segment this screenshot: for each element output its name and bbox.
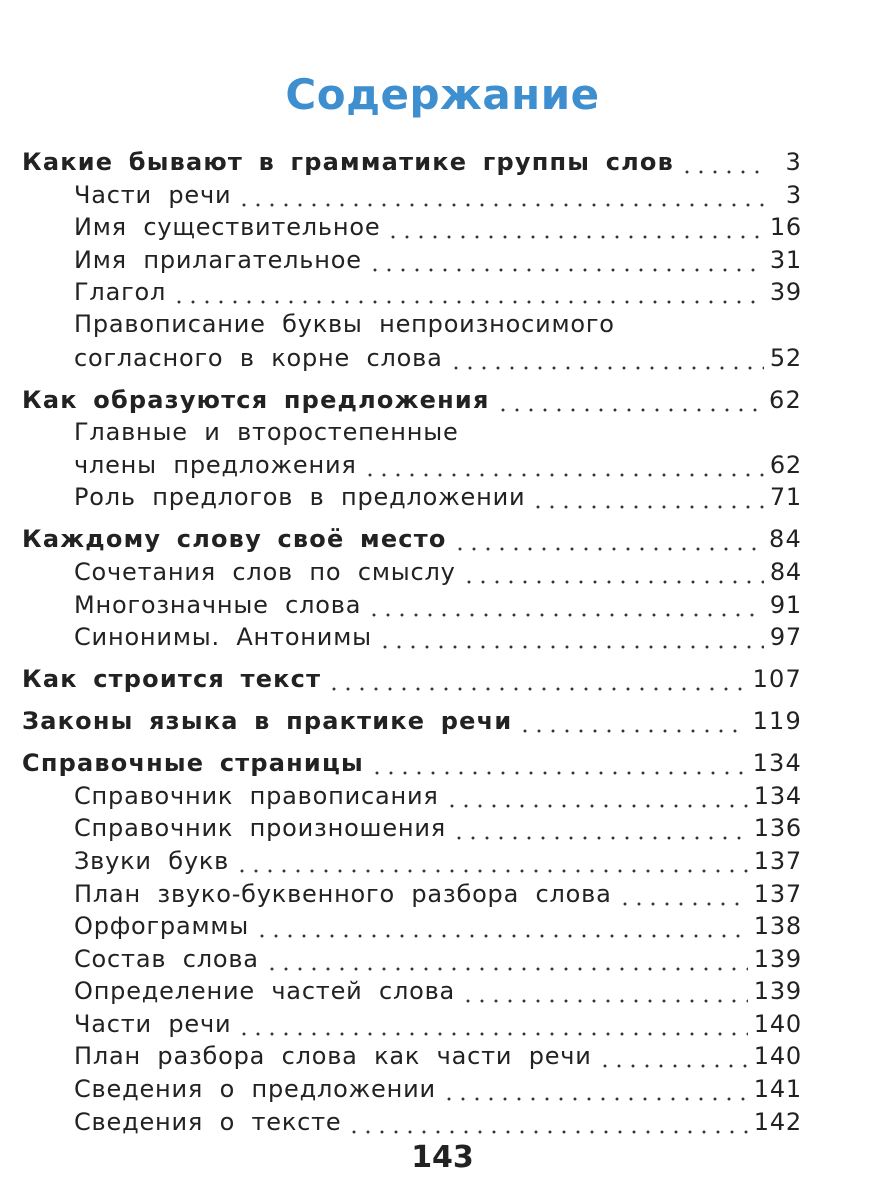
item-label: Звуки букв xyxy=(74,846,230,875)
toc-item[interactable] xyxy=(22,243,802,276)
dot-leader xyxy=(449,342,764,374)
item-label-line1: Главные и второстепенные xyxy=(74,417,459,446)
item-page: 139 xyxy=(753,977,802,1006)
dot-leader xyxy=(386,211,763,243)
item-page: 84 xyxy=(769,557,802,586)
dot-leader xyxy=(598,1040,748,1072)
toc-section-5 xyxy=(22,701,802,737)
chapter-title: Справочные страницы xyxy=(22,749,364,778)
item-page: 39 xyxy=(769,278,802,307)
item-label: Сочетания слов по смыслу xyxy=(74,557,456,586)
toc-chapter-1[interactable] xyxy=(22,142,802,178)
dot-leader xyxy=(363,449,764,481)
item-label: План разбора слова как части речи xyxy=(74,1042,592,1071)
dot-leader xyxy=(442,1073,748,1105)
toc-section-1 xyxy=(22,142,802,374)
toc-item[interactable] xyxy=(22,448,802,481)
toc-item[interactable] xyxy=(22,1105,802,1138)
item-page: 91 xyxy=(769,590,802,619)
chapter-page: 84 xyxy=(769,525,802,554)
item-page: 3 xyxy=(785,180,802,209)
toc-section-2 xyxy=(22,380,802,514)
dot-leader xyxy=(461,975,748,1007)
dot-leader xyxy=(347,1106,747,1138)
chapter-title: Как строится текст xyxy=(22,665,322,694)
dot-leader xyxy=(452,812,748,844)
toc-item[interactable] xyxy=(22,621,802,654)
item-label-line1: Правописание буквы непроизносимого xyxy=(74,310,615,339)
dot-leader xyxy=(518,705,746,737)
item-page: 140 xyxy=(753,1009,802,1038)
chapter-title: Законы языка в практике речи xyxy=(22,707,513,736)
item-page: 52 xyxy=(769,343,802,372)
chapter-title: Какие бывают в грамматике группы слов xyxy=(22,148,674,176)
chapter-page: 107 xyxy=(752,665,802,694)
item-page: 138 xyxy=(753,912,802,941)
toc-item[interactable] xyxy=(22,812,802,845)
toc-item[interactable] xyxy=(22,341,802,374)
dot-leader xyxy=(265,943,748,975)
item-label: Части речи xyxy=(74,1009,232,1038)
chapter-page: 119 xyxy=(752,707,802,736)
page-title: Содержание xyxy=(285,70,600,119)
chapter-page: 62 xyxy=(769,385,802,414)
dot-leader xyxy=(172,276,764,308)
dot-leader xyxy=(496,384,763,416)
dot-leader xyxy=(367,589,764,621)
item-page: 140 xyxy=(753,1042,802,1071)
toc-item[interactable] xyxy=(22,1072,802,1105)
item-label: Справочник правописания xyxy=(74,781,439,810)
toc-item[interactable] xyxy=(22,276,802,309)
dot-leader xyxy=(237,179,766,211)
toc-item[interactable] xyxy=(22,555,802,588)
chapter-title: Каждому слову своё место xyxy=(22,525,447,554)
item-label: Глагол xyxy=(74,278,167,307)
dot-leader xyxy=(368,244,764,276)
toc-item[interactable] xyxy=(22,844,802,877)
dot-leader xyxy=(531,481,763,513)
item-page: 16 xyxy=(769,213,802,242)
toc-item[interactable] xyxy=(22,1040,802,1073)
toc-item[interactable] xyxy=(22,481,802,514)
toc-item[interactable] xyxy=(22,942,802,975)
item-page: 142 xyxy=(753,1107,802,1136)
toc-item[interactable] xyxy=(22,910,802,943)
toc-item[interactable] xyxy=(22,211,802,244)
toc-section-3 xyxy=(22,519,802,653)
item-label: Справочник произношения xyxy=(74,814,447,843)
dot-leader xyxy=(235,845,748,877)
toc-chapter-5[interactable] xyxy=(22,701,802,737)
dot-leader xyxy=(327,663,746,695)
item-label: План звуко-буквенного разбора слова xyxy=(74,879,612,908)
item-page: 97 xyxy=(769,623,802,652)
table-of-contents xyxy=(22,142,802,1138)
item-label: Сведения о тексте xyxy=(74,1107,342,1136)
toc-item[interactable] xyxy=(22,178,802,211)
dot-leader xyxy=(445,780,748,812)
dot-leader xyxy=(378,621,764,653)
item-label: Синонимы. Антонимы xyxy=(74,623,372,652)
toc-item[interactable] xyxy=(22,588,802,621)
item-label: Роль предлогов в предложении xyxy=(74,483,526,512)
toc-chapter-4[interactable] xyxy=(22,659,802,695)
item-page: 136 xyxy=(753,814,802,843)
chapter-title: Как образуются предложения xyxy=(22,385,490,414)
item-label: согласного в корне слова xyxy=(74,343,443,372)
item-page: 71 xyxy=(769,483,802,512)
dot-leader xyxy=(453,523,764,555)
dot-leader xyxy=(255,910,748,942)
toc-chapter-3[interactable] xyxy=(22,519,802,555)
item-page: 137 xyxy=(753,846,802,875)
item-page: 139 xyxy=(753,944,802,973)
item-page: 137 xyxy=(753,879,802,908)
dot-leader xyxy=(237,1008,747,1040)
item-page: 31 xyxy=(769,245,802,274)
chapter-page: 134 xyxy=(752,749,802,778)
dot-leader xyxy=(680,146,766,178)
dot-leader xyxy=(618,878,748,910)
toc-section-4 xyxy=(22,659,802,695)
chapter-page: 3 xyxy=(785,148,802,176)
item-label: Имя существительное xyxy=(74,213,381,242)
item-label: Орфограммы xyxy=(74,912,250,941)
item-label: Многозначные слова xyxy=(74,590,362,619)
toc-item[interactable] xyxy=(22,877,802,910)
toc-item[interactable] xyxy=(22,779,802,812)
toc-chapter-2[interactable] xyxy=(22,380,802,416)
page-number: 143 xyxy=(411,1140,474,1175)
item-label: Определение частей слова xyxy=(74,977,456,1006)
toc-item[interactable] xyxy=(22,1007,802,1040)
item-label: члены предложения xyxy=(74,450,357,479)
toc-item[interactable] xyxy=(22,975,802,1008)
item-page: 62 xyxy=(769,450,802,479)
dot-leader xyxy=(370,747,747,779)
toc-section-6 xyxy=(22,743,802,1138)
dot-leader xyxy=(462,556,764,588)
item-label: Состав слова xyxy=(74,944,259,973)
item-label: Части речи xyxy=(74,180,232,209)
toc-chapter-6[interactable] xyxy=(22,743,802,779)
item-label: Сведения о предложении xyxy=(74,1075,436,1104)
item-page: 141 xyxy=(753,1075,802,1104)
item-label: Имя прилагательное xyxy=(74,245,362,274)
item-page: 134 xyxy=(753,781,802,810)
